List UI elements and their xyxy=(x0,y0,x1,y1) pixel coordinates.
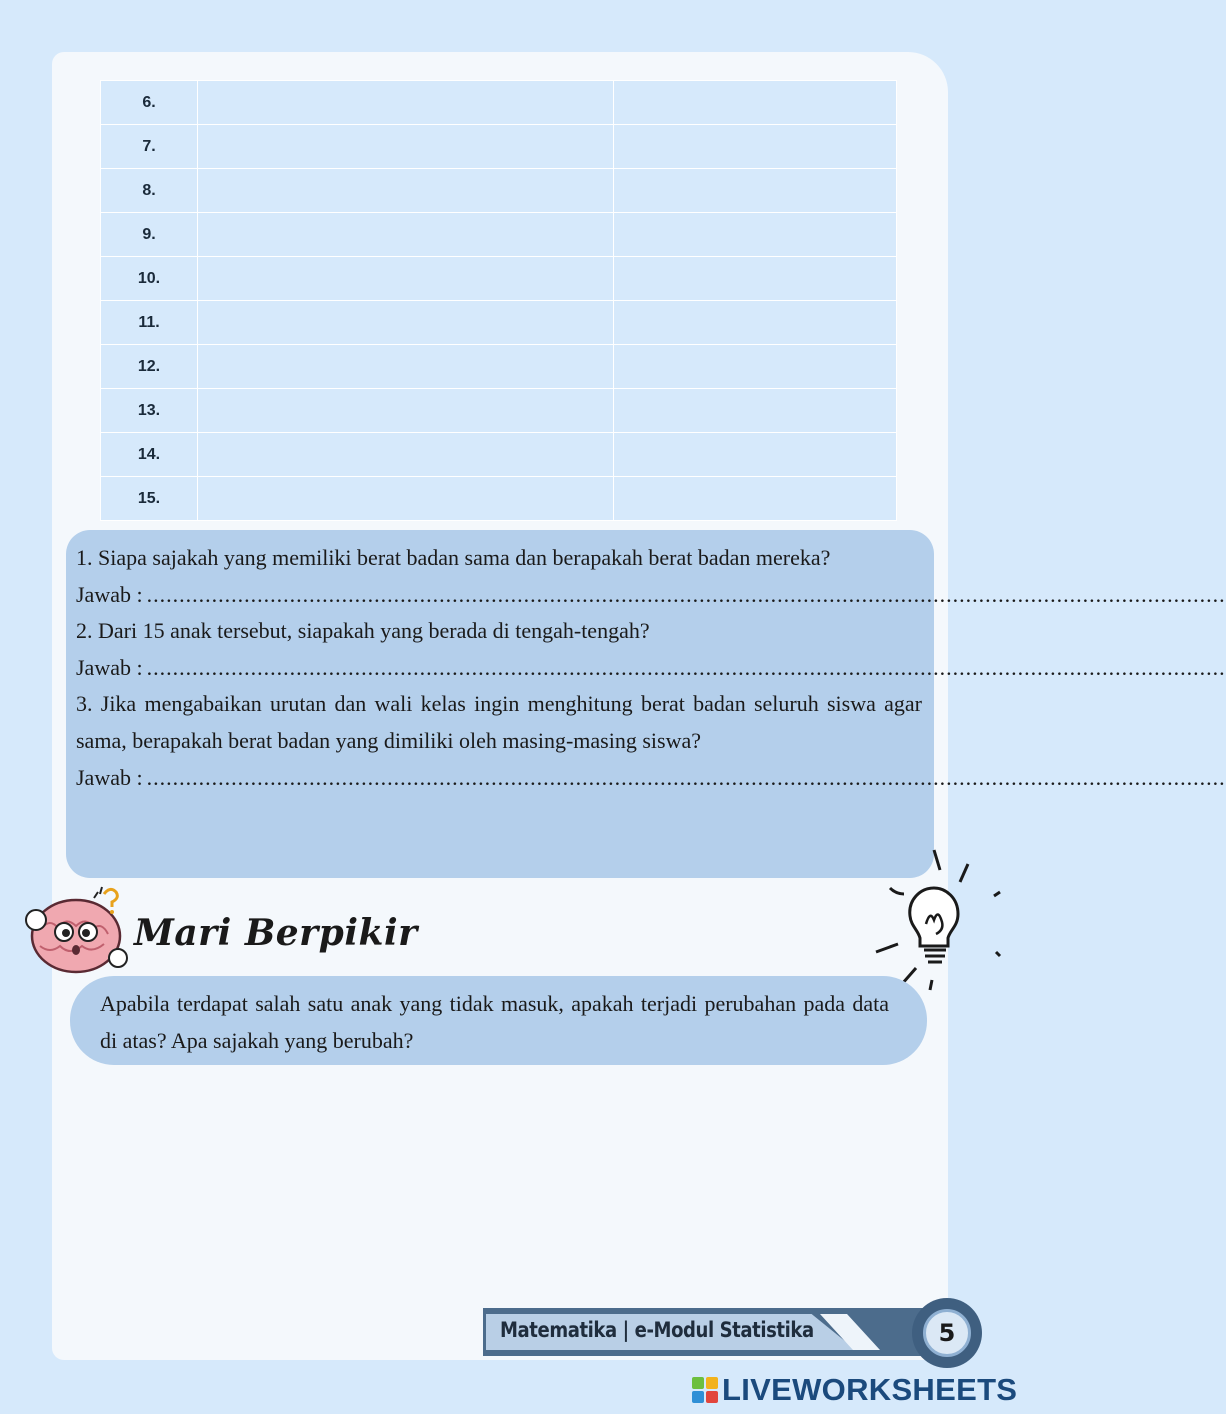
weight-cell[interactable] xyxy=(614,81,897,125)
question-3: 3. Jika mengabaikan urutan dan wali kelas ingin menghitung berat badan seluruh siswa agar sama, berapakah berat badan yang dimiliki oleh masing-masing siswa? xyxy=(76,691,922,753)
weight-cell[interactable] xyxy=(614,345,897,389)
name-cell[interactable] xyxy=(198,169,614,213)
table-row xyxy=(101,257,897,301)
table-row xyxy=(101,389,897,433)
liveworksheets-brand[interactable] xyxy=(692,1372,1017,1408)
row-number: 12. xyxy=(101,345,198,389)
table-row xyxy=(101,345,897,389)
weight-cell[interactable] xyxy=(614,477,897,521)
liveworksheets-logo-icon xyxy=(692,1377,718,1403)
row-number: 11. xyxy=(101,301,198,345)
liveworksheets-wordmark: LIVEWORKSHEETS xyxy=(722,1372,1018,1407)
name-cell[interactable] xyxy=(198,433,614,477)
weight-cell[interactable] xyxy=(614,389,897,433)
question-2: 2. Dari 15 anak tersebut, siapakah yang berada di tengah-tengah? xyxy=(76,618,650,644)
section-heading: Mari Berpikir xyxy=(134,912,418,954)
data-table xyxy=(100,80,897,521)
name-cell[interactable] xyxy=(198,389,614,433)
table-row xyxy=(101,301,897,345)
weight-cell[interactable] xyxy=(614,125,897,169)
question-1: 1. Siapa sajakah yang memiliki berat badan sama dan berapakah berat badan mereka? xyxy=(76,545,831,570)
page-number: 5 xyxy=(923,1309,971,1357)
thinking-prompt: Apabila terdapat salah satu anak yang tidak masuk, apakah terjadi perubahan pada data di atas? Apa sajakah yang berubah? xyxy=(100,991,889,1053)
table-row xyxy=(101,125,897,169)
weight-cell[interactable] xyxy=(614,169,897,213)
row-number: 7. xyxy=(101,125,198,169)
weight-cell[interactable] xyxy=(614,213,897,257)
table-row xyxy=(101,213,897,257)
row-number: 13. xyxy=(101,389,198,433)
answer-dots: ...................................................................................................................................................................... xyxy=(146,654,1226,680)
name-cell[interactable] xyxy=(198,345,614,389)
answer-dots: ...................................................................................................................................................................... xyxy=(146,764,1226,790)
table-row xyxy=(101,169,897,213)
table-row xyxy=(101,433,897,477)
questions-panel xyxy=(66,530,1226,878)
name-cell[interactable] xyxy=(198,257,614,301)
name-cell[interactable] xyxy=(198,81,614,125)
row-number: 8. xyxy=(101,169,198,213)
name-cell[interactable] xyxy=(198,301,614,345)
answer-line-1[interactable] xyxy=(76,577,1226,614)
lightbulb-icon xyxy=(872,844,1000,994)
row-number: 15. xyxy=(101,477,198,521)
table-row xyxy=(101,477,897,521)
jawab-label: Jawab : xyxy=(76,581,143,607)
row-number: 14. xyxy=(101,433,198,477)
answer-line-2[interactable] xyxy=(76,650,1226,687)
row-number: 9. xyxy=(101,213,198,257)
thinking-panel xyxy=(70,976,927,1065)
jawab-label: Jawab : xyxy=(76,764,143,790)
table-row xyxy=(101,81,897,125)
jawab-label: Jawab : xyxy=(76,654,143,680)
brain-mascot-icon xyxy=(14,884,134,976)
weight-cell[interactable] xyxy=(614,433,897,477)
answer-dots: ...................................................................................................................................................................... xyxy=(146,581,1226,607)
name-cell[interactable] xyxy=(198,213,614,257)
weight-cell[interactable] xyxy=(614,301,897,345)
answer-line-3[interactable] xyxy=(76,760,1226,797)
footer-title: Matematika | e-Modul Statistika xyxy=(500,1318,814,1342)
weight-cell[interactable] xyxy=(614,257,897,301)
name-cell[interactable] xyxy=(198,477,614,521)
row-number: 10. xyxy=(101,257,198,301)
name-cell[interactable] xyxy=(198,125,614,169)
row-number: 6. xyxy=(101,81,198,125)
